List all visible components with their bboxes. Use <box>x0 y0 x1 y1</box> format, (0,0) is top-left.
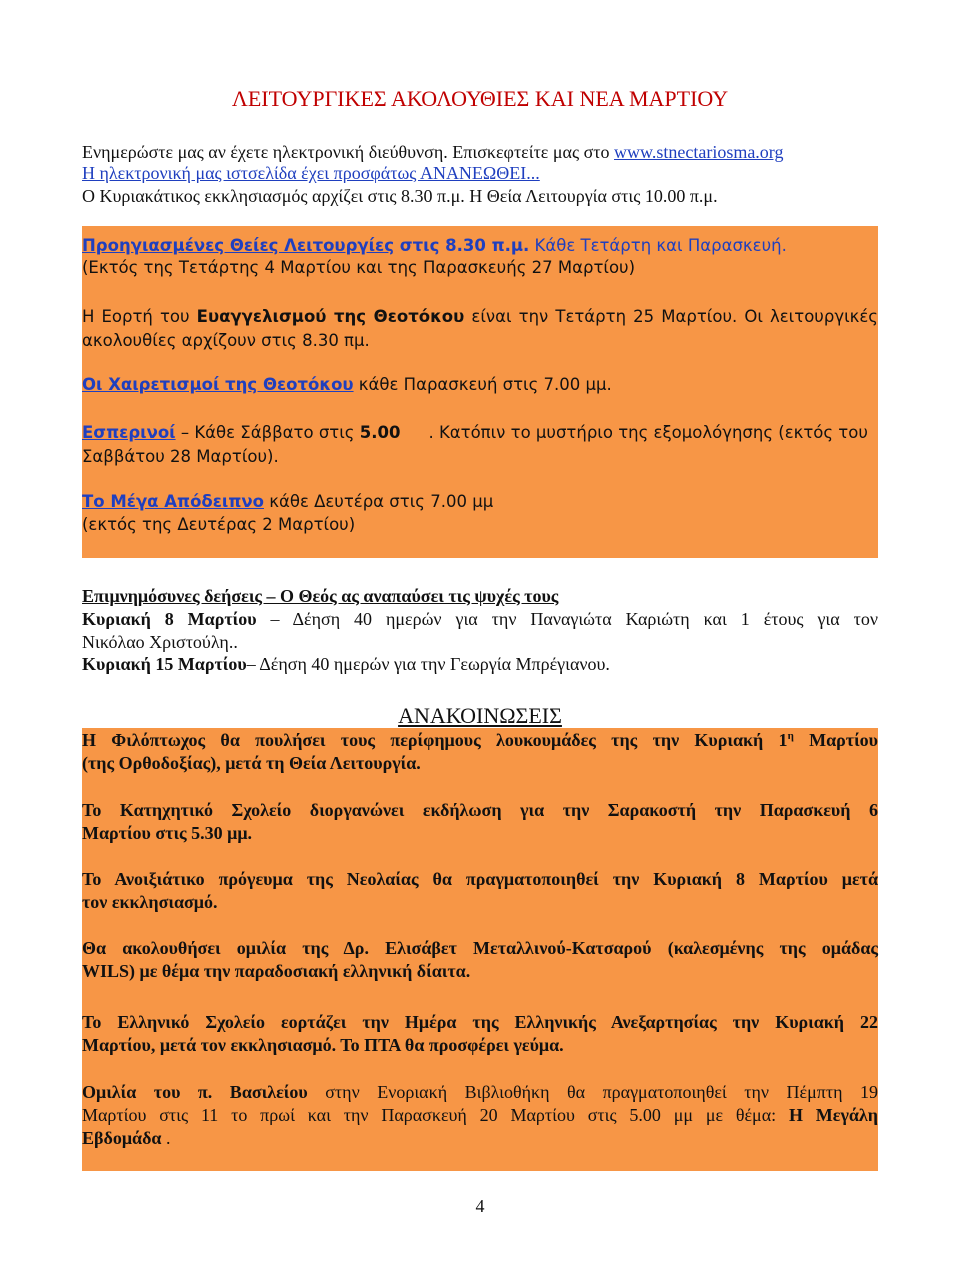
memorial-item-1 <box>82 608 878 630</box>
memorial-item-1-cont: Νικόλαο Χριστούλη.. <box>82 632 238 652</box>
memorial-1-text: – Δέηση 40 ημερών για την Παναγιώτα Καριώτη και 1 έτους για τον <box>256 609 878 629</box>
announcement-6-line-3 <box>82 1127 878 1149</box>
vespers-rest: . Κατόπιν το μυστήριο της εξομολόγησης (εκτός του <box>428 423 868 442</box>
vespers-line-1 <box>82 422 878 444</box>
salutations-time: κάθε Παρασκευή στις 7.00 μμ. <box>353 375 612 394</box>
memorials-heading-text: Επιμνημόσυνες δεήσεις – Ο Θεός ας αναπαύσει τις ψυχές τους <box>82 586 559 606</box>
website-link[interactable]: www.stnectariosma.org <box>614 142 784 162</box>
announcement-5-cont: Μαρτίου, μετά τον εκκλησιασμό. Το ΠΤΑ θα προσφέρει γεύμα. <box>82 1035 564 1055</box>
presanctified-exception: (Εκτός της Τετάρτης 4 Μαρτίου και της Παρασκευής 27 Μαρτίου) <box>82 258 636 277</box>
announcement-3-text: Το Ανοιξιάτικο πρόγευμα της Νεολαίας θα πραγματοποιηθεί την Κυριακή 8 Μαρτίου μετά <box>82 869 878 889</box>
vespers-time: 5.00 <box>359 423 401 442</box>
salutations-label: Οι Χαιρετισμοί της Θεοτόκου <box>82 375 354 394</box>
announcement-6-period: . <box>161 1128 171 1148</box>
announcement-6-topic-start: Η Μεγάλη <box>788 1105 878 1125</box>
announcement-6-line-1 <box>82 1081 878 1103</box>
intro-line-1 <box>82 141 878 163</box>
announcement-5-line-2 <box>82 1034 878 1056</box>
presanctified-label: Προηγιασμένες Θείες Λειτουργίες <box>82 236 395 255</box>
announcement-3-cont: τον εκκλησιασμό. <box>82 892 218 912</box>
annunciation-post: είναι την Τετάρτη 25 Μαρτίου. Οι λειτουργικές <box>464 307 878 326</box>
annunciation-line-2: ακολουθίες αρχίζουν στις 8.30 πμ. <box>82 331 370 350</box>
presanctified-days: Κάθε Τετάρτη και Παρασκευή. <box>529 236 787 255</box>
announcement-4-cont: WILS) με θέμα την παραδοσιακή ελληνική δίαιτα. <box>82 961 471 981</box>
annunciation-line-1 <box>82 306 878 328</box>
announcement-5-line-1 <box>82 1011 878 1033</box>
announcement-2-line-2 <box>82 822 878 844</box>
compline-line <box>82 491 878 513</box>
announcement-4-line-2 <box>82 960 878 982</box>
announcement-4-line-1 <box>82 937 878 959</box>
vespers-label: Εσπερινοί <box>82 423 176 442</box>
announcements-heading <box>82 703 878 729</box>
announcement-2-line-1 <box>82 799 878 821</box>
announcement-4-text: Θα ακολουθήσει ομιλία της Δρ. Ελισάβετ Μεταλλινού-Κατσαρού (καλεσμένης της ομάδας <box>82 938 878 958</box>
announcement-1-line-1 <box>82 729 878 751</box>
announcement-2-cont: Μαρτίου στις 5.30 μμ. <box>82 823 253 843</box>
announcement-6-line-2 <box>82 1104 878 1126</box>
memorial-1-date: Κυριακή 8 Μαρτίου <box>82 609 257 629</box>
announcements-heading-text: ΑΝΑΚΟΙΝΩΣΕΙΣ <box>398 703 562 728</box>
announcement-6-topic-end: Εβδομάδα <box>82 1128 162 1148</box>
announcement-1-sup: η <box>787 730 794 742</box>
compline-time: κάθε Δευτέρα στις 7.00 μμ <box>264 492 494 511</box>
compline-exception: (εκτός της Δευτέρας 2 Μαρτίου) <box>82 515 356 534</box>
presanctified-time: στις 8.30 π.μ. <box>394 236 530 255</box>
sunday-schedule: Ο Κυριακάτικος εκκλησιασμός αρχίζει στις 8.30 π.μ. Η Θεία Λειτουργία στις 10.00 π.μ. <box>82 186 718 206</box>
announcement-3-line-1 <box>82 868 878 890</box>
memorial-item-2 <box>82 653 878 675</box>
announcement-1-cont: (της Ορθοδοξίας), μετά τη Θεία Λειτουργία. <box>82 753 421 773</box>
memorial-2-text: – Δέηση 40 ημερών για την Γεωργία Μπρέγιανου. <box>246 654 610 674</box>
intro-text: Ενημερώστε μας αν έχετε ηλεκτρονική διεύθυνση. Επισκεφτείτε μας στο <box>82 142 615 162</box>
memorial-2-date: Κυριακή 15 Μαρτίου <box>82 654 247 674</box>
website-update-link[interactable]: Η ηλεκτρονική μας ιστσελίδα έχει προσφάτως ΑΝΑΝΕΩΘΕΙ... <box>82 163 540 183</box>
vespers-line-2: Σαββάτου 28 Μαρτίου). <box>82 447 279 466</box>
announcement-6-cont: Μαρτίου στις 11 το πρωί και την Παρασκευή 20 Μαρτίου στις 5.00 μμ με θέμα: <box>82 1105 789 1125</box>
announcement-1-end: Μαρτίου <box>793 730 878 750</box>
announcement-3-line-2 <box>82 891 878 913</box>
announcement-5-text: Το Ελληνικό Σχολείο εορτάζει την Ημέρα της Ελληνικής Ανεξαρτησίας την Κυριακή 22 <box>82 1012 878 1032</box>
salutations-line <box>82 374 878 396</box>
announcement-1-text: Η Φιλόπτωχος θα πουλήσει τους περίφημους λουκουμάδες της την Κυριακή 1 <box>82 730 788 750</box>
page-number: 4 <box>475 1196 485 1216</box>
annunciation-feast: Ευαγγελισμού της Θεοτόκου <box>196 307 465 326</box>
vespers-mid: – Κάθε Σάββατο στις <box>175 423 360 442</box>
page-title: ΛΕΙΤΟΥΡΓΙΚΕΣ ΑΚΟΛΟΥΘΙΕΣ ΚΑΙ ΝΕΑ ΜΑΡΤΙΟΥ <box>231 86 729 111</box>
intro-line-2 <box>82 162 878 184</box>
memorials-heading <box>82 585 878 607</box>
annunciation-pre: Η Εορτή του <box>82 307 197 326</box>
announcement-1-line-2 <box>82 752 878 774</box>
announcement-6-speaker: Ομιλία του π. Βασιλείου <box>82 1082 308 1102</box>
compline-label: Το Μέγα Απόδειπνο <box>82 492 264 511</box>
announcement-6-text: στην Ενοριακή Βιβλιοθήκη θα πραγματοποιηθεί την Πέμπτη 19 <box>307 1082 879 1102</box>
presanctified-line <box>82 235 878 257</box>
announcement-2-text: Το Κατηχητικό Σχολείο διοργανώνει εκδήλωση για την Σαρακοστή την Παρασκευή 6 <box>82 800 878 820</box>
